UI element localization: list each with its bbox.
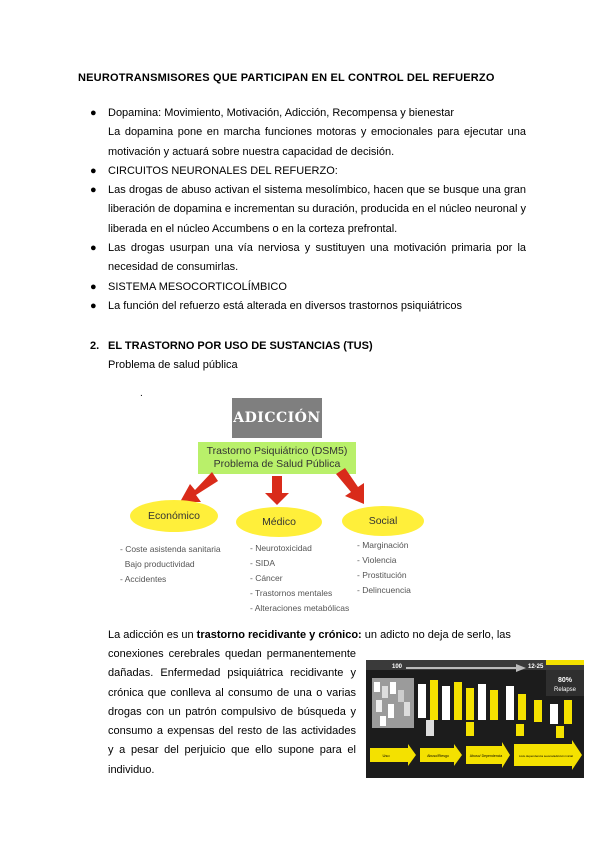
bullet-icon: ● — [90, 107, 97, 119]
medico-items — [250, 541, 349, 616]
crowd-figures — [372, 678, 572, 738]
stage-label-adiccion: Lisis dependencia severa/adicción inicial — [518, 754, 574, 758]
list-item: ● Dopamina: Movimiento, Motivación, Adicción, Recompensa y bienestar — [90, 104, 526, 123]
arrow-left-icon — [180, 472, 218, 502]
section-title: EL TRASTORNO POR USO DE SUSTANCIAS (TUS) — [108, 340, 373, 352]
stage-label-abuso-riesgo: Abuso/Riesgo — [427, 754, 449, 758]
section-subtitle: Problema de salud pública — [108, 359, 238, 371]
stage-label-uso: Uso — [382, 753, 390, 758]
paragraph-body: conexiones cerebrales quedan permanentemente dañadas. Enfermedad psiquiátrica recidivante y crónica que conlleva al consumo de una o varias drogas con un patrón compulsivo de búsqueda y consumo a expensas del resto de las actividades y a pesar del perjuicio que ello supone para el individuo. — [108, 648, 356, 776]
bullet-icon: ● — [90, 164, 97, 177]
diagram-top-box: ADICCIÓN — [232, 398, 322, 438]
list-item: - Cáncer — [250, 573, 283, 583]
relapse-figure — [366, 660, 584, 778]
stage-label-dependencia: Abuso/ Dependencia — [469, 754, 503, 758]
list-item: - SIDA — [250, 558, 276, 568]
relapse-right-number: 12-25 — [528, 664, 544, 670]
paragraph-first-line: La adicción es un trastorno recidivante y crónico: un adicto no deja de serlo, las — [108, 629, 511, 641]
list-item: - Neurotoxicidad — [250, 543, 312, 553]
list-item: ● Las drogas usurpan una vía nerviosa y sustituyen una motivación primaria por la necesidad de consumirlas. — [90, 239, 526, 278]
arrow-right-icon — [336, 468, 364, 504]
list-item: ● Las drogas de abuso activan el sistema mesolímbico, hacen que se busque una gran liberación de dopamina e incrementan su duración, producida en el núcleo neuronal y liberada en el núcleo Accumbens o en la corteza prefrontal. — [90, 181, 526, 239]
list-item: ● La función del refuerzo está alterada en diversos trastornos psiquiátricos — [90, 297, 526, 316]
social-items — [357, 538, 411, 598]
list-item: - Trastornos mentales — [250, 588, 333, 598]
list-item-continuation: La dopamina pone en marcha funciones motoras y emocionales para ejecutar una motivación y actuará sobre nuestra capacidad de decisión. — [108, 126, 526, 158]
bullet-icon: ● — [90, 184, 97, 197]
list-item: - Accidentes — [120, 574, 167, 584]
center-line-2: Problema de Salud Pública — [213, 458, 341, 470]
section-number: 2. — [90, 340, 100, 352]
bullet-icon: ● — [90, 280, 97, 293]
list-item: - Alteraciones metabólicas — [250, 603, 350, 613]
relapse-image — [366, 660, 584, 778]
list-item: - Violencia — [357, 555, 397, 565]
arrow-center-icon — [265, 476, 289, 505]
list-item: - Coste asistenda sanitaria — [120, 544, 221, 554]
stray-dot: . — [140, 388, 143, 399]
branch-medico: Médico — [236, 507, 322, 537]
relapse-badge-percent: 80% — [557, 677, 573, 684]
economico-items — [120, 542, 221, 587]
relapse-badge-label: Relapse — [553, 687, 577, 693]
list-item: ● SISTEMA MESOCORTICOLÍMBICO — [90, 278, 526, 297]
list-item: - Delincuencia — [357, 585, 411, 595]
bullet-icon: ● — [90, 299, 97, 312]
relapse-left-number: 100 — [392, 664, 403, 670]
bullet-icon: ● — [90, 242, 97, 255]
branch-social: Social — [342, 506, 424, 536]
page-title: NEUROTRANSMISORES QUE PARTICIPAN EN EL CONTROL DEL REFUERZO — [78, 72, 495, 84]
bold-phrase: trastorno recidivante y crónico: — [196, 629, 362, 641]
branch-economico: Económico — [130, 500, 218, 532]
center-line-1: Trastorno Psiquiátrico (DSM5) — [206, 445, 348, 457]
list-item: ● CIRCUITOS NEURONALES DEL REFUERZO: — [90, 162, 526, 181]
list-item: - Marginación — [357, 540, 409, 550]
list-item: Bajo productividad — [120, 559, 195, 569]
list-item: - Prostitución — [357, 570, 407, 580]
